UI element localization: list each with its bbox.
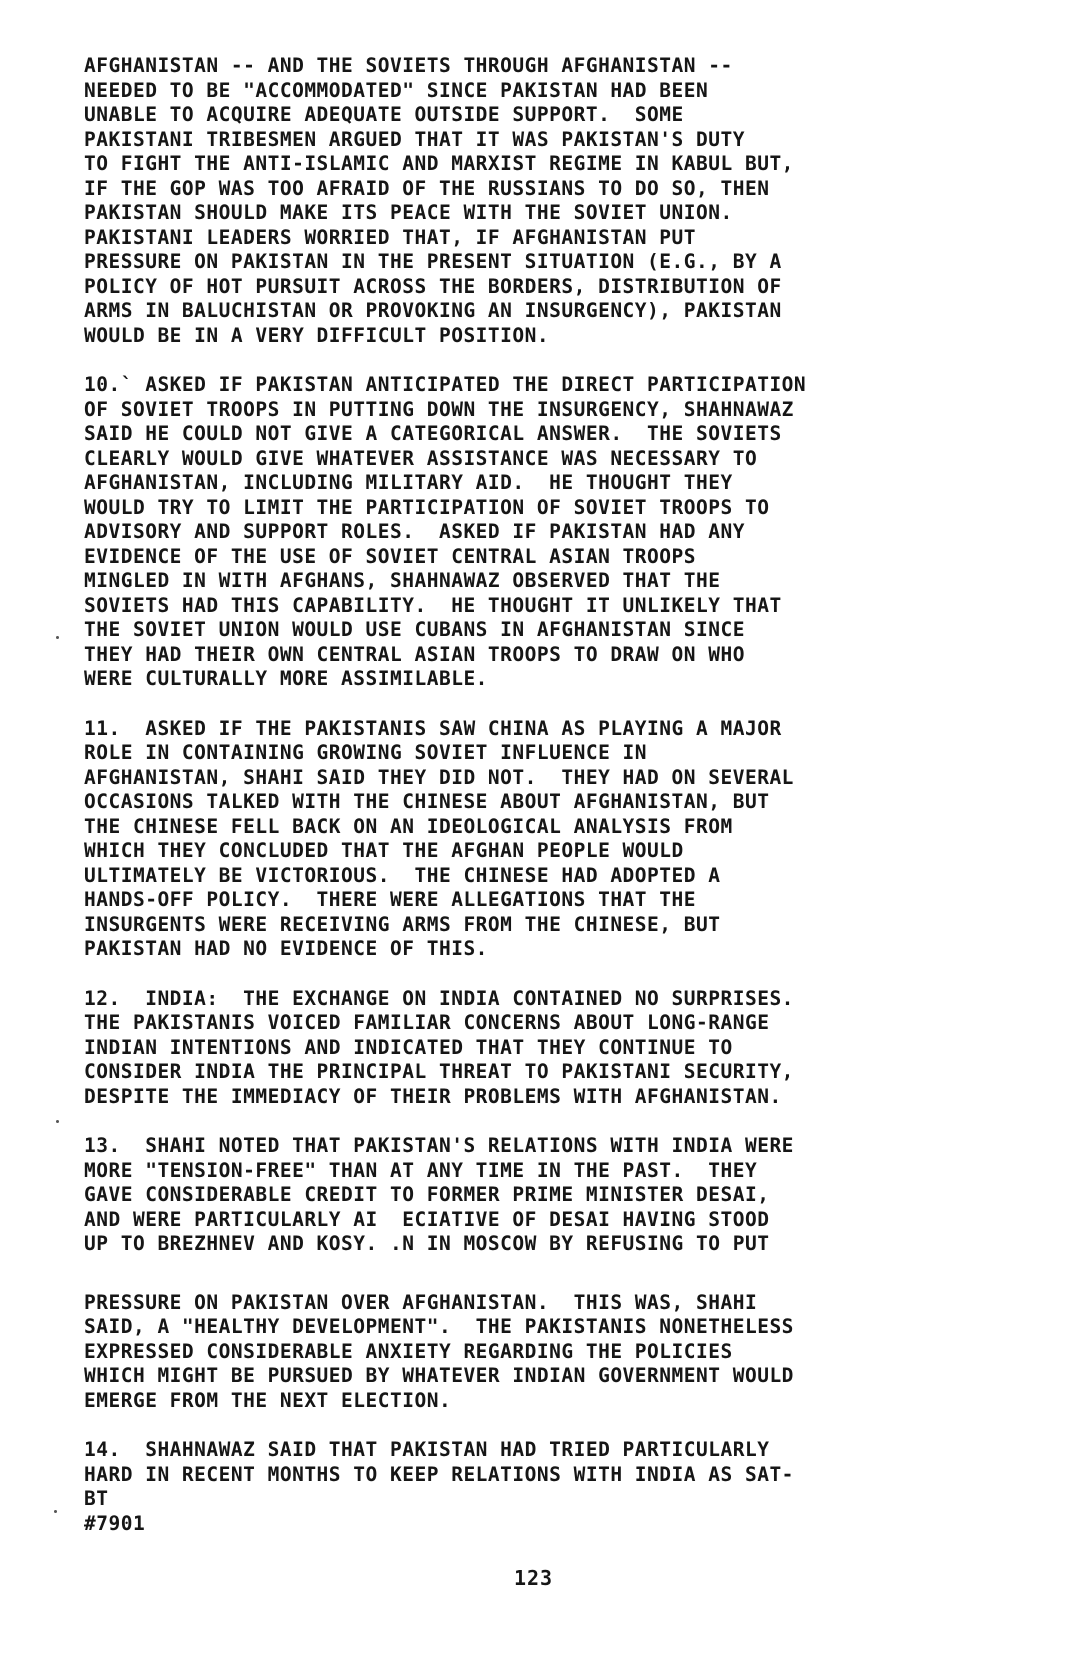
paragraph-gap bbox=[84, 962, 964, 987]
text-line: PAKISTAN HAD NO EVIDENCE OF THIS. bbox=[84, 937, 488, 960]
scan-speck bbox=[54, 1510, 57, 1513]
page-number: 123 bbox=[513, 1566, 554, 1590]
text-line: AFGHANISTAN, SHAHI SAID THEY DID NOT. THEY HAD ON SEVERAL bbox=[84, 765, 794, 789]
text-line: ROLE IN CONTAINING GROWING SOVIET INFLUENCE IN bbox=[84, 741, 648, 764]
text-line: SAID, A "HEALTHY DEVELOPMENT". THE PAKISTANIS NONETHELESS bbox=[84, 1315, 794, 1338]
text-line: IF THE GOP WAS TOO AFRAID OF THE RUSSIANS TO DO SO, THEN bbox=[84, 176, 770, 200]
text-line: PAKISTANI TRIBESMEN ARGUED THAT IT WAS PAKISTAN'S DUTY bbox=[84, 127, 745, 151]
paragraph-continuation bbox=[84, 54, 964, 348]
text-line: THE PAKISTANIS VOICED FAMILIAR CONCERNS ABOUT LONG-RANGE bbox=[84, 1011, 770, 1034]
text-line: UNABLE TO ACQUIRE ADEQUATE OUTSIDE SUPPORT. SOME bbox=[84, 103, 684, 126]
text-line: AND WERE PARTICULARLY AI ECIATIVE OF DESAI HAVING STOOD bbox=[84, 1207, 770, 1231]
paragraph-13-continued bbox=[84, 1291, 964, 1414]
paragraph-11 bbox=[84, 717, 964, 962]
document-page bbox=[84, 54, 964, 1536]
text-line: MINGLED IN WITH AFGHANS, SHAHNAWAZ OBSERVED THAT THE bbox=[84, 569, 721, 592]
text-line: 12. INDIA: THE EXCHANGE ON INDIA CONTAINED NO SURPRISES. bbox=[84, 986, 794, 1010]
text-line: NEEDED TO BE "ACCOMMODATED" SINCE PAKISTAN HAD BEEN bbox=[84, 78, 709, 102]
paragraph-13 bbox=[84, 1134, 964, 1257]
scan-speck bbox=[56, 1120, 59, 1123]
text-line: DESPITE THE IMMEDIACY OF THEIR PROBLEMS WITH AFGHANISTAN. bbox=[84, 1084, 782, 1108]
text-line: EVIDENCE OF THE USE OF SOVIET CENTRAL ASIAN TROOPS bbox=[84, 544, 696, 568]
text-line: THE CHINESE FELL BACK ON AN IDEOLOGICAL ANALYSIS FROM bbox=[84, 814, 733, 838]
paragraph-gap bbox=[84, 692, 964, 717]
text-line: ULTIMATELY BE VICTORIOUS. THE CHINESE HAD ADOPTED A bbox=[84, 863, 721, 887]
paragraph-gap bbox=[84, 1257, 964, 1291]
text-line: HANDS-OFF POLICY. THERE WERE ALLEGATIONS THAT THE bbox=[84, 888, 696, 911]
paragraph-gap bbox=[84, 348, 964, 373]
text-line: GAVE CONSIDERABLE CREDIT TO FORMER PRIME MINISTER DESAI, bbox=[84, 1183, 770, 1206]
text-line: MORE "TENSION-FREE" THAN AT ANY TIME IN THE PAST. THEY bbox=[84, 1158, 758, 1182]
text-line: SOVIETS HAD THIS CAPABILITY. HE THOUGHT IT UNLIKELY THAT bbox=[84, 593, 782, 617]
text-line: OCCASIONS TALKED WITH THE CHINESE ABOUT AFGHANISTAN, BUT bbox=[84, 790, 770, 813]
text-line: OF SOVIET TROOPS IN PUTTING DOWN THE INSURGENCY, SHAHNAWAZ bbox=[84, 397, 794, 421]
text-line: SAID HE COULD NOT GIVE A CATEGORICAL ANSWER. THE SOVIETS bbox=[84, 422, 782, 445]
text-line: 10.` ASKED IF PAKISTAN ANTICIPATED THE DIRECT PARTICIPATION bbox=[84, 373, 807, 396]
text-line: THEY HAD THEIR OWN CENTRAL ASIAN TROOPS TO DRAW ON WHO bbox=[84, 642, 745, 666]
text-line: CLEARLY WOULD GIVE WHATEVER ASSISTANCE WAS NECESSARY TO bbox=[84, 446, 758, 470]
scan-speck bbox=[56, 636, 59, 639]
text-line: CONSIDER INDIA THE PRINCIPAL THREAT TO PAKISTANI SECURITY, bbox=[84, 1060, 794, 1083]
paragraph-14 bbox=[84, 1438, 964, 1512]
text-line: 11. ASKED IF THE PAKISTANIS SAW CHINA AS PLAYING A MAJOR bbox=[84, 716, 782, 740]
text-line: 13. SHAHI NOTED THAT PAKISTAN'S RELATIONS WITH INDIA WERE bbox=[84, 1134, 794, 1157]
text-line: UP TO BREZHNEV AND KOSY. .N IN MOSCOW BY REFUSING TO PUT bbox=[84, 1232, 770, 1255]
text-line: EMERGE FROM THE NEXT ELECTION. bbox=[84, 1388, 452, 1412]
text-line: TO FIGHT THE ANTI-ISLAMIC AND MARXIST REGIME IN KABUL BUT, bbox=[84, 152, 794, 175]
text-line: PRESSURE ON PAKISTAN IN THE PRESENT SITUATION (E.G., BY A bbox=[84, 250, 782, 273]
text-line: WERE CULTURALLY MORE ASSIMILABLE. bbox=[84, 667, 488, 690]
paragraph-10 bbox=[84, 373, 964, 692]
text-line: WHICH THEY CONCLUDED THAT THE AFGHAN PEOPLE WOULD bbox=[84, 839, 684, 862]
text-line: INDIAN INTENTIONS AND INDICATED THAT THEY CONTINUE TO bbox=[84, 1035, 733, 1059]
paragraph-gap bbox=[84, 1413, 964, 1438]
text-line: WHICH MIGHT BE PURSUED BY WHATEVER INDIAN GOVERNMENT WOULD bbox=[84, 1364, 794, 1387]
text-line: WOULD BE IN A VERY DIFFICULT POSITION. bbox=[84, 323, 550, 347]
text-line: PRESSURE ON PAKISTAN OVER AFGHANISTAN. THIS WAS, SHAHI bbox=[84, 1290, 758, 1314]
text-line: 14. SHAHNAWAZ SAID THAT PAKISTAN HAD TRIED PARTICULARLY bbox=[84, 1438, 770, 1461]
text-line: WOULD TRY TO LIMIT THE PARTICIPATION OF SOVIET TROOPS TO bbox=[84, 495, 770, 519]
text-line: HARD IN RECENT MONTHS TO KEEP RELATIONS WITH INDIA AS SAT- bbox=[84, 1462, 794, 1486]
text-line: THE SOVIET UNION WOULD USE CUBANS IN AFGHANISTAN SINCE bbox=[84, 618, 745, 641]
paragraph-gap bbox=[84, 1109, 964, 1134]
text-line: EXPRESSED CONSIDERABLE ANXIETY REGARDING THE POLICIES bbox=[84, 1339, 733, 1363]
text-line: PAKISTANI LEADERS WORRIED THAT, IF AFGHANISTAN PUT bbox=[84, 225, 696, 249]
paragraph-12 bbox=[84, 987, 964, 1110]
text-line: POLICY OF HOT PURSUIT ACROSS THE BORDERS, DISTRIBUTION OF bbox=[84, 274, 782, 298]
text-line: PAKISTAN SHOULD MAKE ITS PEACE WITH THE SOVIET UNION. bbox=[84, 201, 733, 224]
text-line: INSURGENTS WERE RECEIVING ARMS FROM THE CHINESE, BUT bbox=[84, 912, 721, 936]
text-line: AFGHANISTAN -- AND THE SOVIETS THROUGH AFGHANISTAN -- bbox=[84, 54, 733, 77]
message-reference: #7901 bbox=[84, 1511, 146, 1535]
text-line: ARMS IN BALUCHISTAN OR PROVOKING AN INSURGENCY), PAKISTAN bbox=[84, 299, 782, 322]
text-line: BT bbox=[84, 1487, 109, 1510]
text-line: ADVISORY AND SUPPORT ROLES. ASKED IF PAKISTAN HAD ANY bbox=[84, 520, 745, 543]
text-line: AFGHANISTAN, INCLUDING MILITARY AID. HE THOUGHT THEY bbox=[84, 471, 733, 494]
